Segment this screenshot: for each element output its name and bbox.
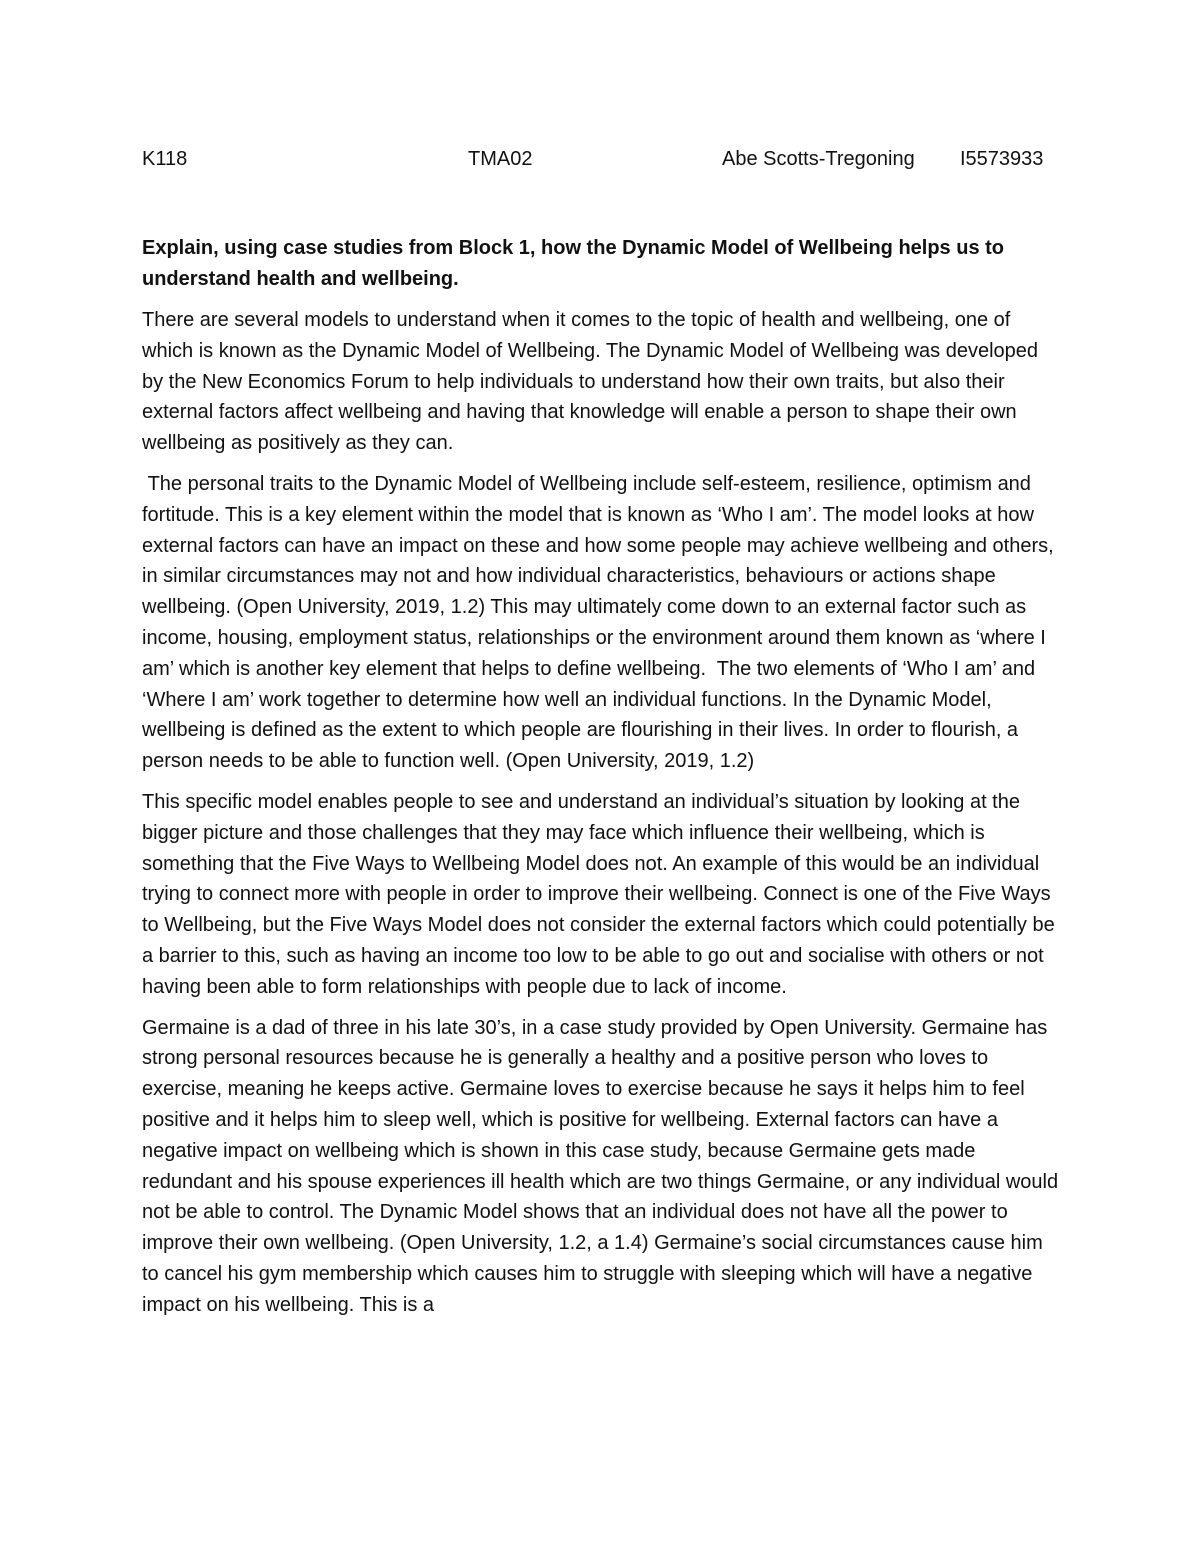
course-code: K118: [142, 148, 188, 170]
paragraph-introduction: There are several models to understand when it comes to the topic of health and wellbeing, one of which is known as the Dynamic Model of Wellbeing. The Dynamic Model of Wellbeing was developed by the New Economics Forum to help individuals to understand how their own traits, but also their external factors affect wellbeing and having that knowledge will enable a person to shape their own wellbeing as positively as they can.: [142, 309, 1044, 455]
author-name: Abe Scotts-Tregoning: [722, 148, 915, 170]
paragraph-personal-traits: The personal traits to the Dynamic Model of Wellbeing include self-esteem, resilience, optimism and fortitude. This is a key element within the model that is known as ‘Who I am’. The model looks at how external factors can have an impact on these and how some people may achieve wellbeing and others, in similar circumstances may not and how individual characteristics, behaviours or actions shape wellbeing. (Open University, 2019, 1.2) This may ultimately come down to an external factor such as income, housing, employment status, relationships or the environment around them known as ‘where I am’ which is another key element that helps to define wellbeing. The two elements of ‘Who I am’ and ‘Where I am’ work together to determine how well an individual functions. In the Dynamic Model, wellbeing is defined as the extent to which people are flourishing in their lives. In order to flourish, a person needs to be able to function well. (Open University, 2019, 1.2): [142, 472, 1060, 773]
document-header: [142, 143, 1057, 175]
paragraph-case-study: Germaine is a dad of three in his late 30’s, in a case study provided by Open University. Germaine has strong personal resources because he is generally a healthy and a positive person who loves to exercise, meaning he keeps active. Germaine loves to exercise because he says it helps him to feel positive and it helps him to sleep well, which is positive for wellbeing. External factors can have a negative impact on wellbeing which is shown in this case study, because Germaine gets made redundant and his spouse experiences ill health which are two things Germaine, or any individual would not be able to control. The Dynamic Model shows that an individual does not have all the power to improve their own wellbeing. (Open University, 1.2, a 1.4) Germaine’s social circumstances cause him to cancel his gym membership which causes him to struggle with sleeping which will have a negative impact on his wellbeing. This is a: [142, 1016, 1064, 1316]
assignment-title: TMA02: [468, 148, 533, 170]
paragraph-model-comparison: This specific model enables people to see and understand an individual’s situation by looking at the bigger picture and those challenges that they may face which influence their wellbeing, which is something that the Five Ways to Wellbeing Model does not. An example of this would be an individual trying to connect more with people in order to improve their wellbeing. Connect is one of the Five Ways to Wellbeing, but the Five Ways Model does not consider the external factors which could potentially be a barrier to this, such as having an income too low to be able to go out and socialise with others or not having been able to form relationships with people due to lack of income.: [142, 790, 1061, 998]
essay-question: Explain, using case studies from Block 1, how the Dynamic Model of Wellbeing helps us to understand health and wellbeing.: [142, 237, 1005, 290]
document-body: [142, 233, 1064, 1331]
student-id: I5573933: [960, 148, 1044, 170]
